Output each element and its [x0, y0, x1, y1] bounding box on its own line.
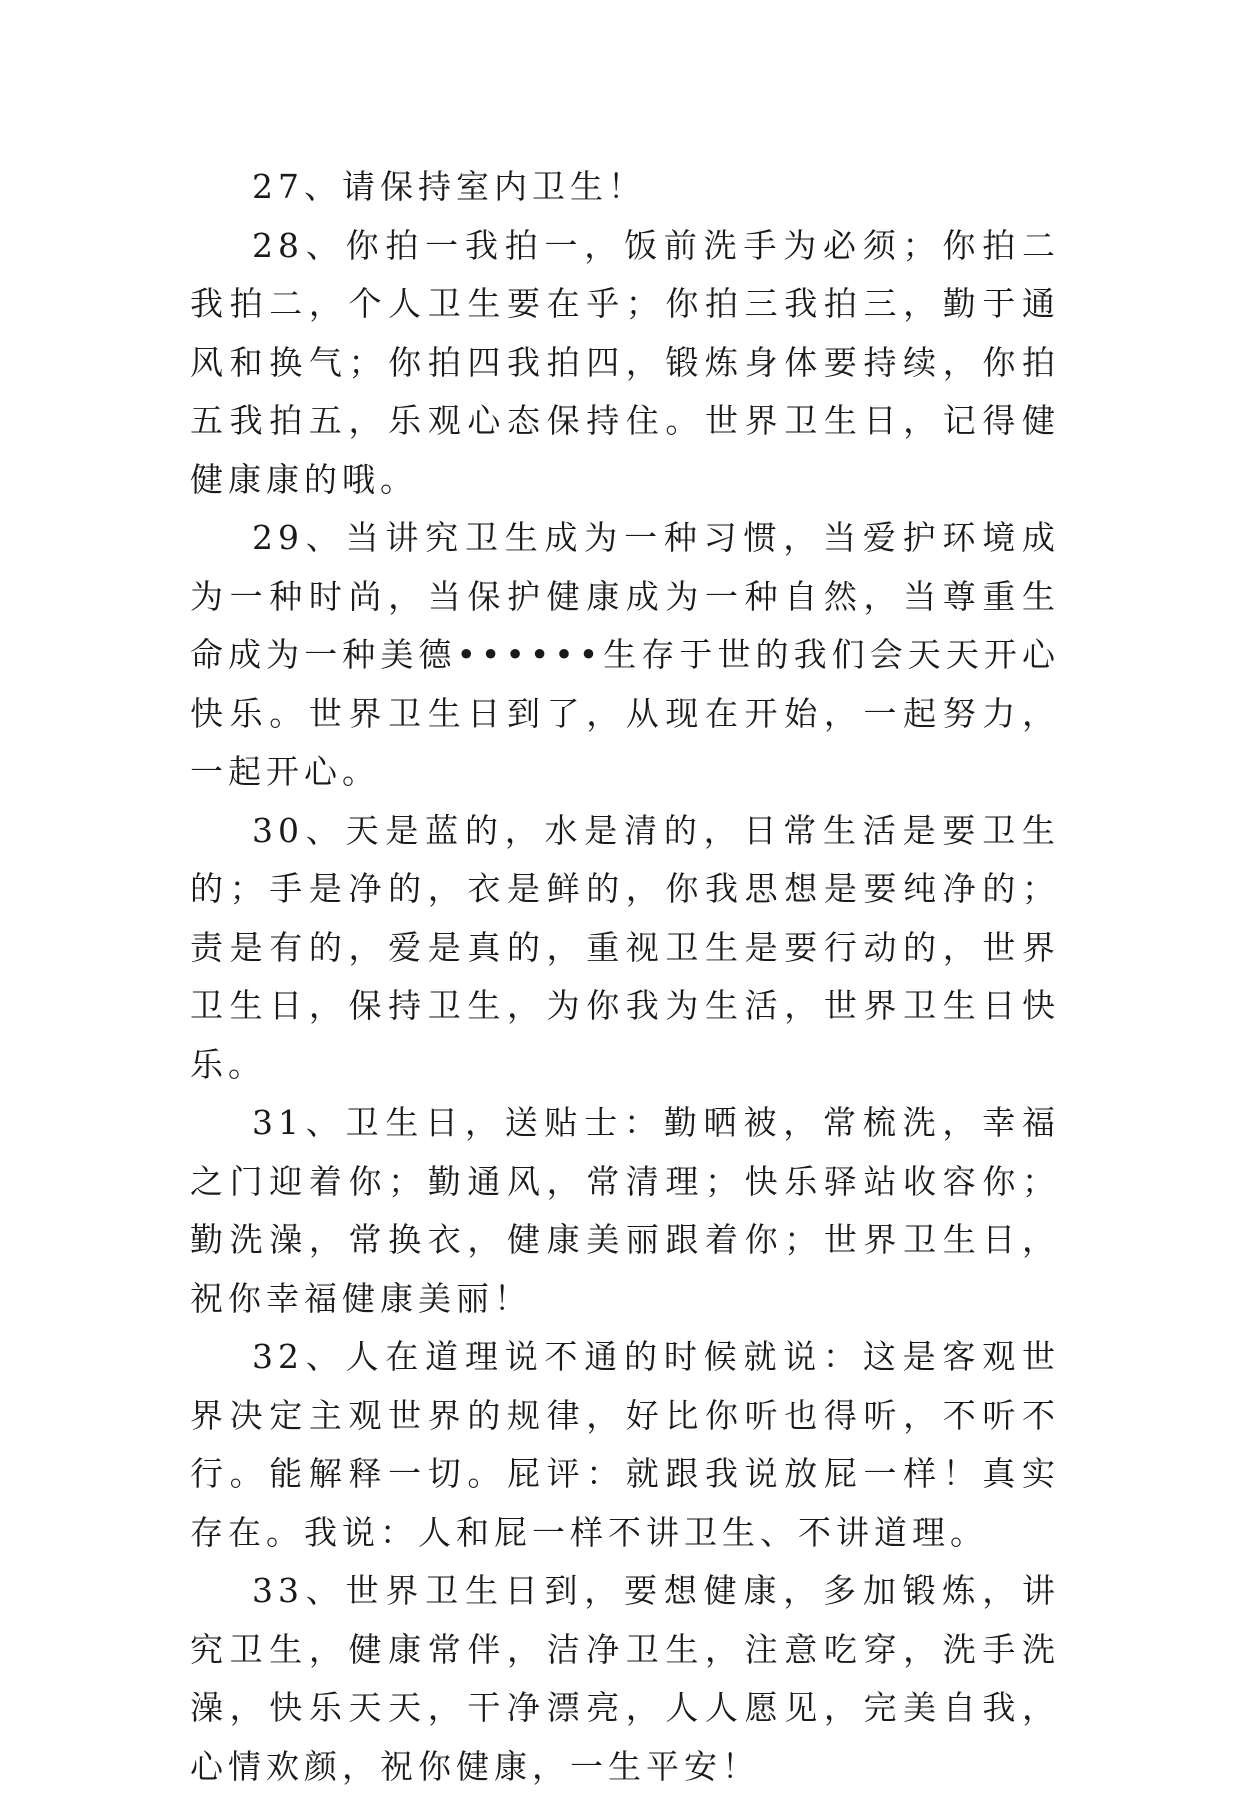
document-body [190, 158, 1060, 1796]
paragraph-33: 33、世界卫生日到，要想健康，多加锻炼，讲究卫生，健康常伴，洁净卫生，注意吃穿，洗手洗澡，快乐天天，干净漂亮，人人愿见，完美自我，心情欢颜，祝你健康，一生平安！ [190, 1571, 1060, 1786]
paragraph-32: 32、人在道理说不通的时候就说：这是客观世界决定主观世界的规律，好比你听也得听，不听不行。能解释一切。屁评：就跟我说放屁一样！真实存在。我说：人和屁一样不讲卫生、不讲道理。 [190, 1337, 1060, 1552]
paragraph-28: 28、你拍一我拍一，饭前洗手为必须；你拍二我拍二，个人卫生要在乎；你拍三我拍三，勤于通风和换气；你拍四我拍四，锻炼身体要持续，你拍五我拍五，乐观心态保持住。世界卫生日，记得健健康康的哦。 [190, 225, 1060, 499]
paragraph-27: 27、请保持室内卫生！ [252, 167, 646, 206]
paragraph-30: 30、天是蓝的，水是清的，日常生活是要卫生的；手是净的，衣是鲜的，你我思想是要纯净的；责是有的，爱是真的，重视卫生是要行动的，世界卫生日，保持卫生，为你我为生活，世界卫生日快乐。 [190, 810, 1060, 1084]
paragraph-31: 31、卫生日，送贴士：勤晒被，常梳洗，幸福之门迎着你；勤通风，常清理；快乐驿站收容你；勤洗澡，常换衣，健康美丽跟着你；世界卫生日，祝你幸福健康美丽！ [190, 1103, 1060, 1318]
paragraph-29: 29、当讲究卫生成为一种习惯，当爱护环境成为一种时尚，当保护健康成为一种自然，当尊重生命成为一种美德••••••生存于世的我们会天天开心快乐。世界卫生日到了，从现在开始，一起努力，一起开心。 [190, 518, 1060, 791]
